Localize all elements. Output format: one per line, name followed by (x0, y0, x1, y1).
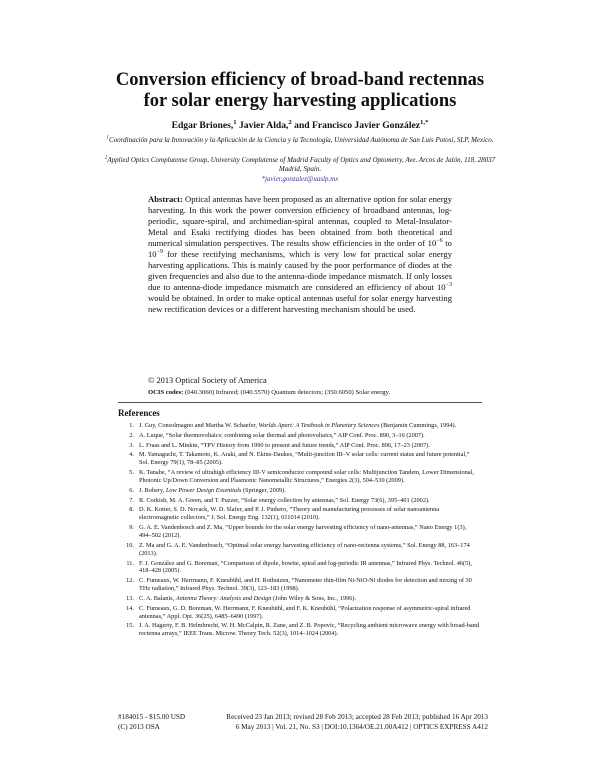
affiliation-1 (100, 136, 500, 145)
reference-list (118, 422, 480, 640)
reference-text-part: J. A. Hagerty, F. B. Helmbrecht, W. H. McCalpin, R. Zane, and Z. B. Popovic, “Recycling ambient microwave energy with broad-band rectenna arrays,” IEEE Trans. Microw. Theory Tech. (139, 622, 479, 638)
abstract-text: for these rectifying mechanisms, which is very low for practical solar energy harvesting applications. This is mainly caused by the poor performance of diodes at the given frequencies and also due to the antenna-diode impedance mismatch. If only losses due to antenna-diode impedance mismatch are considered an efficiency of about 10 (148, 249, 452, 293)
footer-row (118, 723, 488, 733)
reference-item (118, 622, 480, 638)
author-name: Edgar Briones, (171, 120, 234, 131)
copyright-notice: © 2013 Optical Society of America (148, 376, 267, 385)
reference-number: 8. (129, 506, 134, 514)
reference-text-part: F. J. González and G. Boreman, “Comparison of dipole, bowtie, spiral and log-periodic IR antennas,” Infrared Phys. Technol. (139, 559, 457, 567)
reference-text (139, 451, 480, 467)
reference-text (139, 560, 480, 576)
reference-text-part: L. Fraas and L. Minkin, “TPV History from 1990 to present and future trends,” AIP Conf. Proc. (139, 441, 382, 449)
affiliation-text: Coordinación para la Innovación y la Aplicación de la Ciencia y la Tecnología, Universidad Autónoma de San Luis Potosí, SLP, Mexico. (109, 136, 494, 144)
reference-number: 9. (129, 524, 134, 532)
reference-text-part: 88, 163–174 (2013). (139, 541, 470, 557)
paper-title (60, 70, 540, 112)
footer-copyright: (C) 2013 OSA (118, 722, 160, 731)
reference-number: 3. (129, 441, 134, 449)
abstract-text: to 10 (148, 238, 452, 260)
reference-item (118, 469, 480, 485)
reference-number: 5. (129, 469, 134, 477)
reference-text-part: M. Yamaguchi, T. Takamoto, K. Araki, and N. Ekins-Daukes, “Multi-junction III–V solar cells: current status and future potential,” Sol. Energy (139, 451, 470, 467)
reference-text-part: 52(3), 1014–1024 (2004). (273, 630, 339, 638)
reference-text-part: (Benjamin Cummings, 1994). (379, 422, 457, 429)
page-footer (118, 713, 488, 732)
exponent: −6 (436, 238, 443, 245)
footer-article-id: #184015 - $15.00 USD (118, 713, 186, 721)
reference-text (139, 497, 480, 505)
reference-text-part: C. Fumeaux, W. Herrmann, F. Kneubühl, and H. Rothuizen, “Nanometer thin-film Ni-NiO-Ni diodes for detection and mixing of 30 THz radiation,” Infrared Phys. Technol. (139, 577, 472, 593)
abstract-label: Abstract: (148, 194, 183, 204)
reference-text-part: 73(6), 395–401 (2002). (370, 496, 430, 504)
reference-text-part: A. Luque, “Solar thermovoltaics: combining solar thermal and photovoltaics,” AIP Conf. Proc. (139, 431, 380, 439)
reference-text (139, 422, 480, 430)
author-name: Javier Alda, (239, 120, 289, 131)
reference-number: 1. (129, 422, 134, 429)
reference-number: 12. (126, 577, 134, 585)
reference-item (118, 560, 480, 576)
abstract-text: Optical antennas have been proposed as an alternative option for solar energy harvesting. In this work the power conversion efficiency of broadband antennas, log-periodic, square-spiral, and archimedian-spiral antennas, coupled to Metal-Insulator-Metal and Esaki rectifying diodes has been obtained from both theoretical and numerical simulation perspectives. The results show efficiencies in the order of 10 (148, 194, 452, 249)
ocis-codes (148, 389, 458, 396)
reference-number: 14. (126, 604, 134, 612)
reference-number: 11. (126, 559, 134, 567)
reference-number: 10. (126, 541, 134, 549)
reference-number: 7. (129, 496, 134, 504)
reference-item (118, 577, 480, 593)
reference-text-part: J. Guy, Consolmagno and Martha W. Schaefer, (139, 422, 259, 429)
footer-dates: Received 23 Jan 2013; revised 28 Feb 2013; accepted 28 Feb 2013; published 16 Apr 2013 (226, 713, 488, 721)
abstract-text: would be obtained. In order to make optical antennas useful for solar energy harvesting new rectification devices or a different harvesting mechanism should be used. (148, 293, 452, 315)
author-affiliation-mark: 1,* (420, 118, 429, 126)
footer-journal-info: 6 May 2013 | Vol. 21, No. S3 | DOI:10.1364/OE.21.00A412 | OPTICS EXPRESS A412 (235, 722, 488, 731)
title-line-2: for solar energy harvesting applications (143, 91, 457, 111)
reference-item (118, 451, 480, 467)
reference-text-part: 46(5), 418–428 (2005). (139, 559, 472, 575)
reference-text-part: (John Wiley & Sons, Inc., 1996). (271, 594, 357, 602)
reference-number: 15. (126, 622, 134, 630)
author-list (40, 120, 560, 131)
reference-text-part: K. Tanabe, “A review of ultrahigh efficiency III-V semiconductor compound solar cells: Multijunction Tandem, Lower Dimensional, Photonic Up/Down Conversion and Plasmonic Nanometallic Structures,” Energies (139, 469, 474, 484)
reference-book-title: Low Power Design Essentials (165, 486, 242, 494)
reference-item (118, 605, 480, 621)
reference-item (118, 524, 480, 540)
reference-text (139, 432, 480, 440)
reference-text (139, 622, 480, 638)
reference-text (139, 469, 480, 485)
reference-text-part: 132(1), 011014 (2010). (261, 514, 320, 522)
reference-number: 4. (129, 451, 134, 459)
reference-item (118, 442, 480, 450)
author-name: and Francisco Javier González (294, 120, 421, 131)
author-affiliation-mark: 2 (288, 118, 292, 126)
reference-number: 6. (129, 486, 134, 494)
reference-number: 13. (126, 594, 134, 602)
reference-text (139, 577, 480, 593)
reference-text-part: 890, 3–16 (2007). (379, 431, 425, 439)
reference-text (139, 487, 480, 495)
reference-item (118, 487, 480, 495)
reference-text-part: R. Corkish, M. A. Green, and T. Puzzer, “Solar energy collection by antennas,” Sol. Energy (139, 496, 371, 504)
reference-number: 2. (129, 431, 134, 439)
affiliation-2 (100, 156, 500, 173)
reference-text-part: 36(25), 6485–6490 (1997). (194, 612, 264, 620)
reference-text-part: G. A. E. Vandenbosch and Z. Ma, “Upper bounds for the solar energy harvesting efficiency of nano-antennas,” Nano Energy (139, 524, 455, 532)
reference-item (118, 422, 480, 430)
affiliation-mark: 1 (106, 135, 109, 141)
reference-text-part: 79(1), 78–85 (2005). (170, 459, 223, 467)
reference-text (139, 506, 480, 522)
reference-text-part: 2(3), 504–530 (2009). (348, 477, 405, 484)
reference-text-part: 890, 17–23 (2007). (381, 441, 430, 449)
ocis-text: (040.3060) Infrared; (040.5570) Quantum detectors; (350.6050) Solar energy. (185, 389, 391, 396)
reference-book-title: Worlds Apart: A Textbook in Planetary Sciences (258, 422, 380, 429)
ocis-label: OCIS codes: (148, 389, 184, 396)
reference-text (139, 442, 480, 450)
reference-item (118, 497, 480, 505)
reference-text-part: Z. Ma and G. A. E. Vandenbosch, “Optimal solar energy harvesting efficiency of nano-rectenna systems,” Sol. Energy (139, 541, 439, 549)
reference-item (118, 542, 480, 558)
reference-text (139, 524, 480, 540)
reference-text-part: 1(3), 494–502 (2012). (139, 524, 467, 539)
reference-text (139, 542, 480, 558)
reference-text-part: D. K. Kotter, S. D. Novack, W. D. Slafer, and P. J. Pinhero, “Theory and manufacturing processes of solar nanoantenna electromagnetic collectors,” J. Sol. Energy Eng. (139, 506, 440, 522)
reference-text-part: C. Fumeaux, G. D. Boreman, W. Herrmann, F. Kneubühl, and F. K. Kneubühl, “Polarization response of asymmetric-spiral infrared antennas,” Appl. Opt. (139, 604, 471, 620)
section-divider (118, 402, 482, 403)
affiliation-text: Applied Optics Complutense Group, University Complutense of Madrid Faculty of Optics and Optometry, Ave. Arcos de Jalón, 118, 28037 Madrid, Spain. (107, 156, 496, 173)
reference-item (118, 595, 480, 603)
reference-text-part: J. Robery, (139, 486, 166, 494)
reference-item (118, 506, 480, 522)
reference-text-part: C. A. Balanis, (139, 594, 176, 602)
reference-book-title: Antenna Theory: Analysis and Design (175, 594, 272, 602)
reference-text (139, 605, 480, 621)
reference-item (118, 432, 480, 440)
corresponding-email[interactable]: *javier.gonzalez@uaslp.mx (261, 175, 339, 183)
reference-text-part: 39(3), 123–183 (1998). (240, 585, 300, 593)
title-line-1: Conversion efficiency of broad-band rectennas (115, 70, 485, 90)
reference-text-part: (Springer, 2009). (241, 486, 286, 494)
affiliation-mark: 2 (104, 155, 108, 161)
abstract (148, 194, 452, 316)
author-affiliation-mark: 1 (233, 118, 237, 126)
footer-row (118, 713, 488, 723)
references-heading: References (118, 408, 160, 418)
exponent: −9 (156, 249, 163, 256)
reference-text (139, 595, 480, 603)
exponent: −3 (445, 282, 452, 289)
